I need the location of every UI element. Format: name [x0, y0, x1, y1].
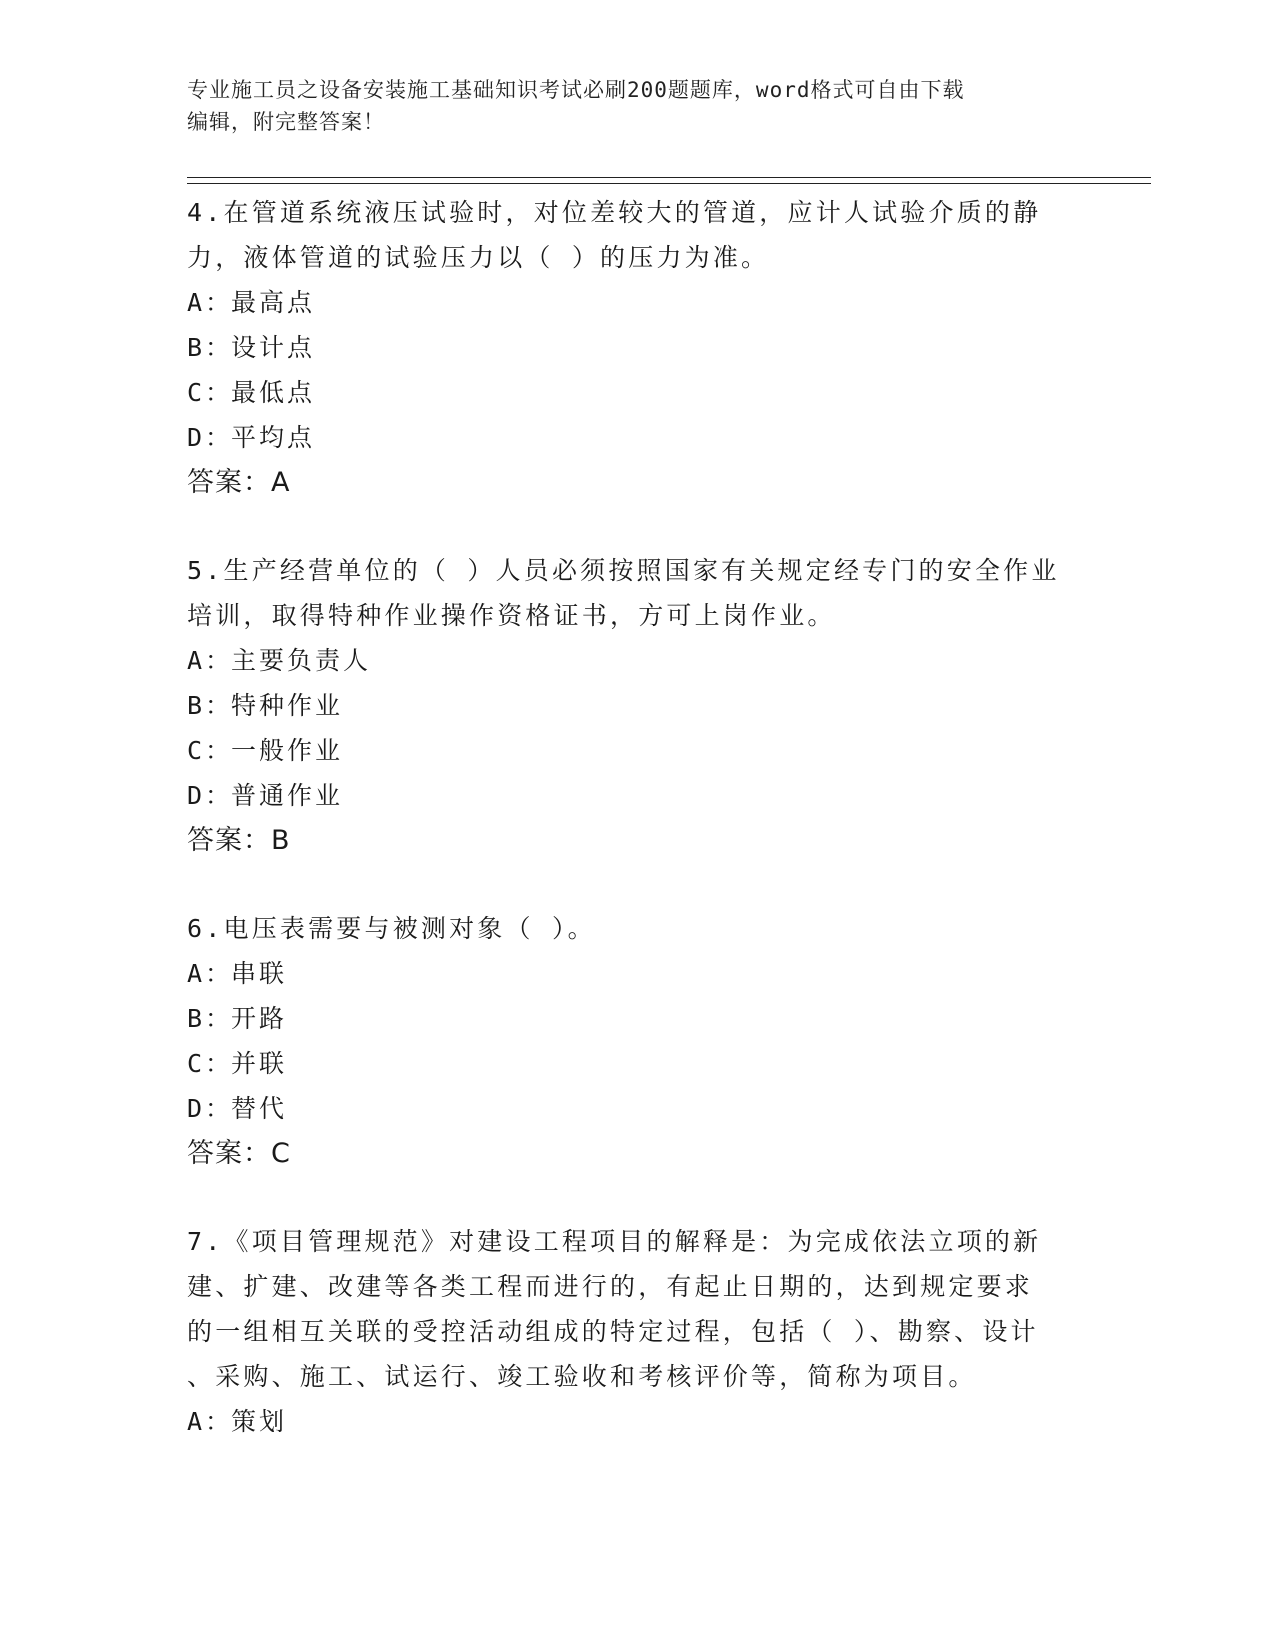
- answer-option: [187, 951, 1087, 996]
- option-key: C：: [187, 378, 234, 407]
- option-text: 最高点: [231, 288, 316, 317]
- option-key: B：: [187, 691, 234, 720]
- question-stem-line: 5.生产经营单位的（ ）人员必须按照国家有关规定经专门的安全作业: [187, 556, 1060, 585]
- question-stem-line: 4.在管道系统液压试验时，对位差较大的管道，应计人试验介质的静: [187, 198, 1042, 227]
- option-key: A：: [187, 646, 234, 675]
- option-text: 串联: [231, 959, 288, 988]
- answer-option: [187, 370, 1087, 415]
- answer-option: [187, 638, 1087, 683]
- option-text: 设计点: [231, 333, 316, 362]
- question-stem-line: 建、扩建、改建等各类工程而进行的，有起止日期的，达到规定要求: [187, 1272, 1034, 1301]
- header-divider-top: [187, 177, 1151, 178]
- header-divider-bottom: [187, 183, 1151, 184]
- header-line-2: 编辑，附完整答案！: [187, 110, 385, 134]
- header-line-1: 专业施工员之设备安装施工基础知识考试必刷200题题库，word格式可自由下载: [187, 78, 965, 102]
- question-block: [187, 906, 1087, 1177]
- option-text: 主要负责人: [231, 646, 372, 675]
- document-header: [187, 74, 1067, 138]
- answer-option: [187, 280, 1087, 325]
- answer-option: [187, 415, 1087, 460]
- option-key: C：: [187, 1049, 234, 1078]
- answer-key: 答案：C: [187, 1138, 291, 1169]
- question-stem-line: 7.《项目管理规范》对建设工程项目的解释是：为完成依法立项的新: [187, 1227, 1042, 1256]
- answer-option: [187, 773, 1087, 818]
- answer-option: [187, 728, 1087, 773]
- question-list: [187, 190, 1087, 1486]
- option-text: 并联: [231, 1049, 288, 1078]
- question-stem-line: 、采购、施工、试运行、竣工验收和考核评价等，简称为项目。: [187, 1362, 977, 1391]
- answer-option: [187, 1041, 1087, 1086]
- option-key: D：: [187, 781, 234, 810]
- option-text: 平均点: [231, 423, 316, 452]
- answer-option: [187, 325, 1087, 370]
- option-text: 最低点: [231, 378, 316, 407]
- option-key: B：: [187, 333, 234, 362]
- option-text: 普通作业: [231, 781, 344, 810]
- answer-option: [187, 1399, 1087, 1444]
- question-stem-line: 力，液体管道的试验压力以（ ）的压力为准。: [187, 243, 770, 272]
- question-block: [187, 548, 1087, 864]
- question-stem-line: 6.电压表需要与被测对象（ ）。: [187, 914, 596, 943]
- option-key: D：: [187, 1094, 234, 1123]
- option-text: 策划: [231, 1407, 288, 1436]
- question-stem-line: 培训，取得特种作业操作资格证书，方可上岗作业。: [187, 601, 836, 630]
- answer-option: [187, 683, 1087, 728]
- option-text: 替代: [231, 1094, 288, 1123]
- answer-option: [187, 1086, 1087, 1131]
- question-stem-line: 的一组相互关联的受控活动组成的特定过程，包括（ ）、勘察、设计: [187, 1317, 1039, 1346]
- option-key: A：: [187, 288, 234, 317]
- option-text: 特种作业: [231, 691, 344, 720]
- answer-option: [187, 996, 1087, 1041]
- answer-key: 答案：A: [187, 467, 291, 498]
- option-key: C：: [187, 736, 234, 765]
- question-block: [187, 190, 1087, 506]
- option-key: D：: [187, 423, 234, 452]
- option-text: 开路: [231, 1004, 288, 1033]
- option-key: A：: [187, 1407, 234, 1436]
- question-block: [187, 1219, 1087, 1444]
- option-key: B：: [187, 1004, 234, 1033]
- answer-key: 答案：B: [187, 825, 291, 856]
- option-key: A：: [187, 959, 234, 988]
- option-text: 一般作业: [231, 736, 344, 765]
